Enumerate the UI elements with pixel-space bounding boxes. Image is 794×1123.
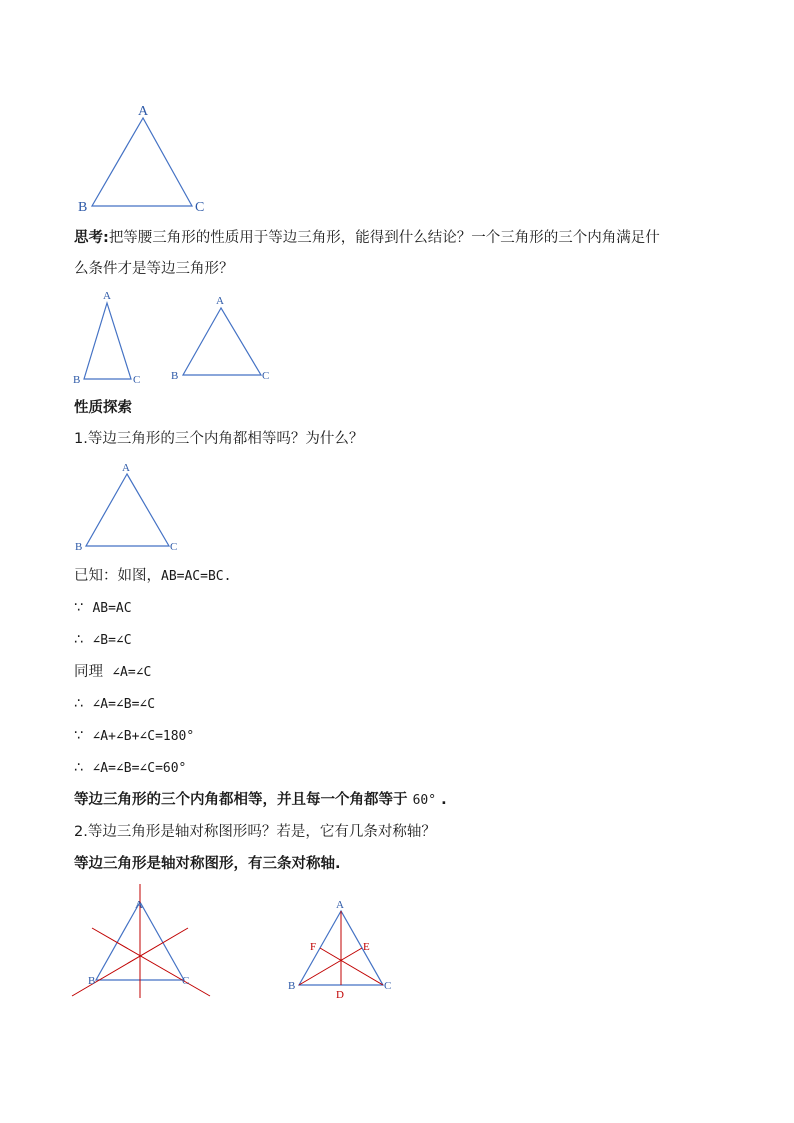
figure-equilateral-triangle-1 xyxy=(70,98,220,218)
vertex-label-c: C xyxy=(182,975,190,987)
think-paragraph xyxy=(74,223,729,285)
vertex-label-a: A xyxy=(138,104,149,119)
vertex-label-c: C xyxy=(170,541,178,553)
vertex-label-a: A xyxy=(122,462,130,474)
vertex-label-b: B xyxy=(88,975,96,987)
vertex-label-a: A xyxy=(103,290,111,302)
proof-given xyxy=(74,566,231,587)
vertex-label-c: C xyxy=(384,980,392,992)
vertex-label-a: A xyxy=(135,899,143,911)
vertex-label-a: A xyxy=(336,899,344,911)
vertex-label-b: B xyxy=(75,541,83,553)
proof-step-4-expr: ∠A=∠B=∠C xyxy=(92,697,156,712)
conclusion-1-value: 60° xyxy=(412,793,437,808)
because-symbol: ∵ xyxy=(74,728,84,744)
conclusion-2: 等边三角形是轴对称图形，有三条对称轴. xyxy=(74,856,341,872)
question-1: 1.等边三角形的三个内角都相等吗？为什么？ xyxy=(74,431,364,447)
proof-step-6-expr: ∠A=∠B=∠C=60° xyxy=(92,761,187,776)
think-label: 思考: xyxy=(74,230,109,246)
point-label-d: D xyxy=(336,989,344,1001)
conclusion-1-end: . xyxy=(441,792,447,808)
proof-step-3-prefix: 同理 xyxy=(74,664,103,680)
proof-step-5 xyxy=(74,726,194,747)
think-text-line1: 把等腰三角形的性质用于等边三角形，能得到什么结论？一个三角形的三个内角满足什 xyxy=(108,230,660,246)
proof-step-1-expr: AB=AC xyxy=(92,601,132,616)
figure-symmetry-axes xyxy=(70,880,220,1005)
vertex-label-c: C xyxy=(195,200,205,215)
conclusion-1-text: 等边三角形的三个内角都相等，并且每一个角都等于 xyxy=(74,792,408,808)
vertex-label-b: B xyxy=(171,370,179,382)
because-symbol: ∵ xyxy=(74,600,84,616)
proof-step-3-expr: ∠A=∠C xyxy=(112,665,152,680)
proof-step-3 xyxy=(74,662,151,683)
think-text-line2: 么条件才是等边三角形？ xyxy=(74,261,234,277)
proof-step-5-expr: ∠A+∠B+∠C=180° xyxy=(92,729,195,744)
vertex-label-a: A xyxy=(216,295,224,307)
section-title: 性质探索 xyxy=(74,400,132,416)
question-2: 2.等边三角形是轴对称图形吗？若是，它有几条对称轴？ xyxy=(74,824,436,840)
therefore-symbol: ∴ xyxy=(74,696,84,712)
proof-step-4 xyxy=(74,694,155,715)
vertex-label-c: C xyxy=(262,370,270,382)
conclusion-1 xyxy=(74,790,447,811)
point-label-e: E xyxy=(363,941,370,953)
proof-step-2 xyxy=(74,630,132,651)
figure-equilateral-triangle-3 xyxy=(70,458,190,558)
vertex-label-b: B xyxy=(288,980,296,992)
vertex-label-c: C xyxy=(133,374,141,386)
proof-step-1 xyxy=(74,598,132,619)
proof-step-6 xyxy=(74,758,186,779)
figure-equilateral-triangle-2 xyxy=(168,290,278,390)
figure-isosceles-triangle xyxy=(70,285,150,390)
vertex-label-b: B xyxy=(73,374,81,386)
vertex-label-b: B xyxy=(78,200,88,215)
therefore-symbol: ∴ xyxy=(74,760,84,776)
figure-medians xyxy=(285,895,400,1005)
proof-step-2-expr: ∠B=∠C xyxy=(92,633,132,648)
therefore-symbol: ∴ xyxy=(74,632,84,648)
point-label-f: F xyxy=(310,941,317,953)
proof-given-expr: AB=AC=BC. xyxy=(161,569,232,584)
proof-given-prefix: 已知：如图， xyxy=(74,568,161,584)
